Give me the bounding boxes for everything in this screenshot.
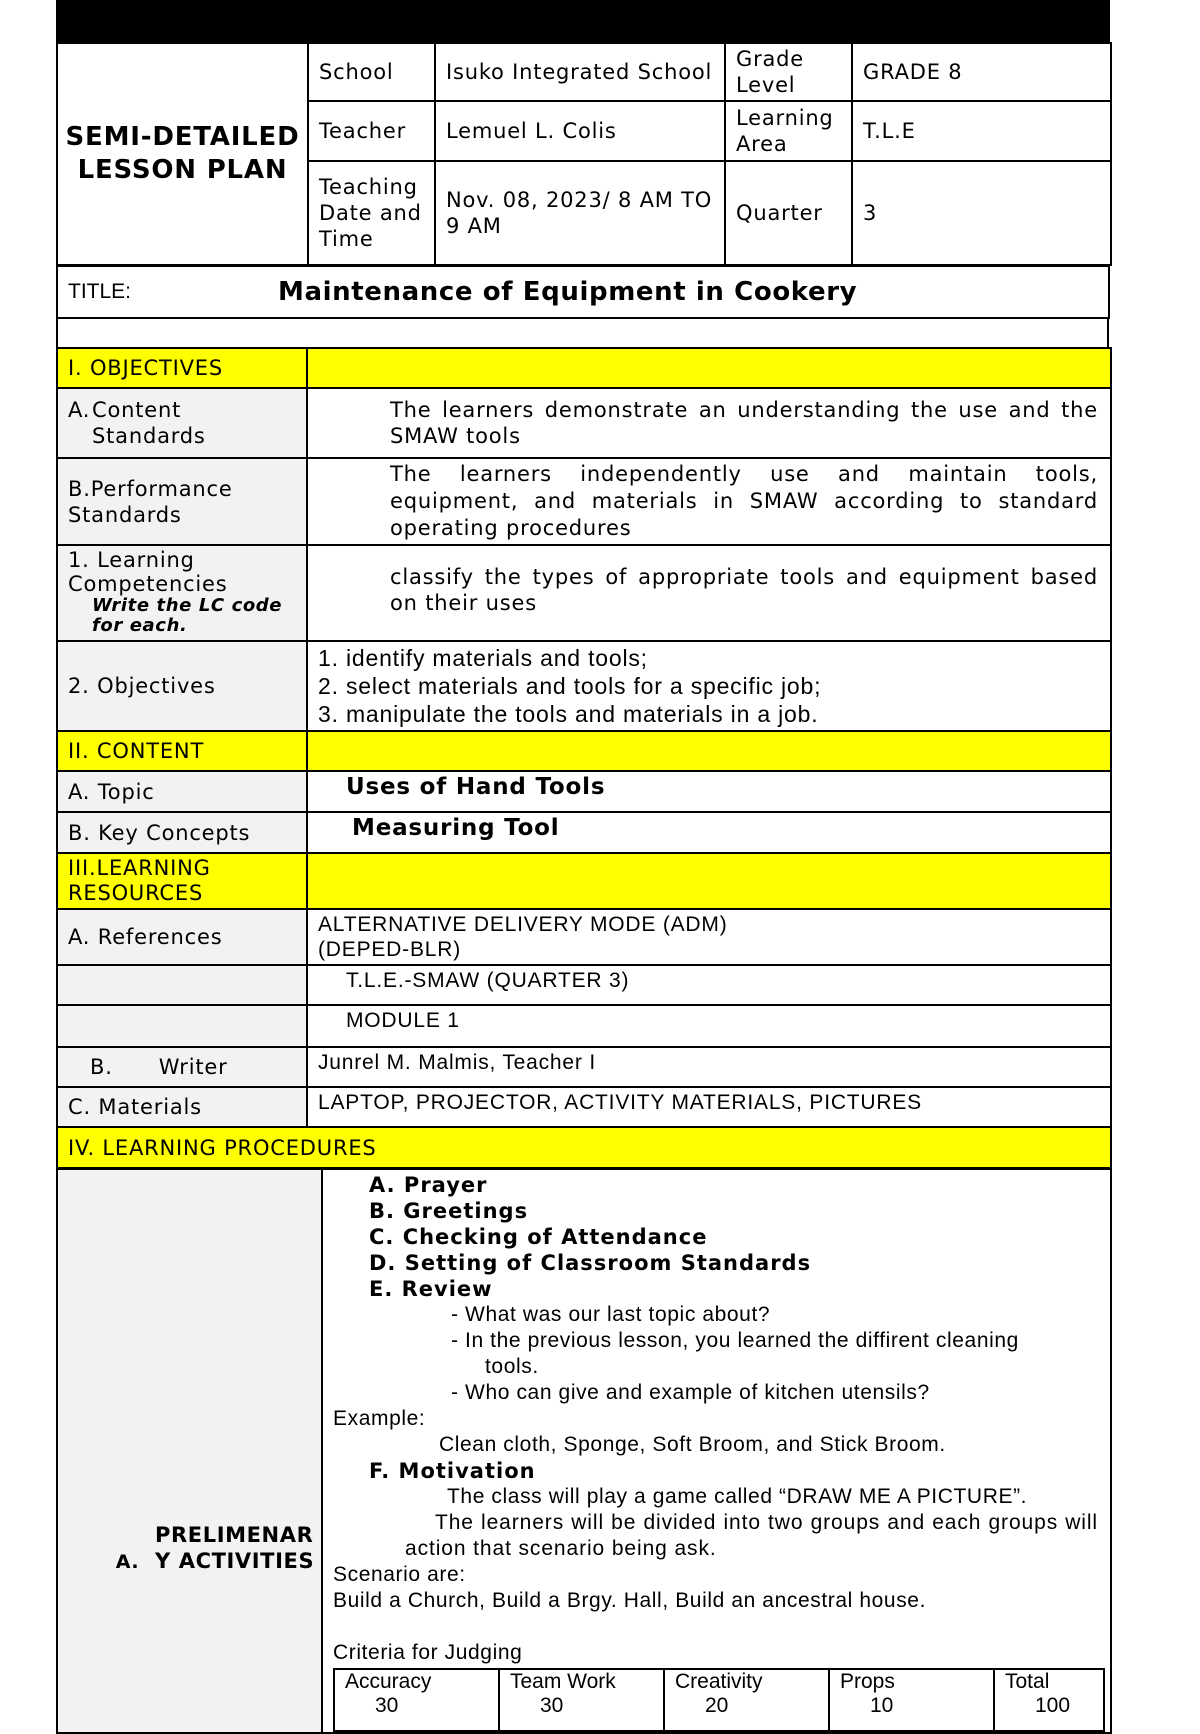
key-concepts-label: B. Key Concepts xyxy=(57,812,307,853)
step-item: A. Prayer xyxy=(369,1173,488,1197)
step-item: C. Checking of Attendance xyxy=(369,1225,708,1249)
grade-label: Grade Level xyxy=(725,43,852,101)
step-item: E. Review xyxy=(369,1277,493,1301)
scenario-label: Scenario are: xyxy=(333,1563,466,1586)
criteria-name: Creativity xyxy=(675,1670,763,1693)
references-value-2: T.L.E.-SMAW (QUARTER 3) xyxy=(307,965,1111,1005)
criteria-cell xyxy=(994,1669,1104,1731)
preliminary-activities-body xyxy=(322,1169,1111,1733)
writer-label xyxy=(57,1047,307,1087)
teacher-label: Teacher xyxy=(308,101,435,161)
objectives-heading-fill xyxy=(307,348,1111,388)
motivation-text-1: The class will play a game called “DRAW ME A PICTURE”. xyxy=(447,1485,1028,1508)
references-blank-2 xyxy=(57,1005,307,1047)
preliminary-text: PRELIMENARY ACTIVITIES xyxy=(155,1523,315,1573)
criteria-cell xyxy=(829,1669,994,1731)
main-table xyxy=(56,347,1112,1169)
criteria-cell xyxy=(664,1669,829,1731)
example-text: Clean cloth, Sponge, Soft Broom, and Stick Broom. xyxy=(439,1433,946,1456)
procedures-table xyxy=(56,1168,1112,1734)
preliminary-letter: A. xyxy=(115,1551,140,1573)
teacher-value: Lemuel L. Colis xyxy=(435,101,725,161)
area-value: T.L.E xyxy=(852,101,1111,161)
performance-standards-letter: B. xyxy=(68,476,91,501)
content-standards-label xyxy=(57,388,307,458)
date-label: Teaching Date and Time xyxy=(308,161,435,265)
resources-heading: III.LEARNING RESOURCES xyxy=(57,853,307,909)
content-heading-fill xyxy=(307,731,1111,771)
learning-competencies-value: classify the types of appropriate tools and equipment based on their uses xyxy=(307,545,1111,641)
criteria-points: 30 xyxy=(540,1694,564,1717)
scenario-text: Build a Church, Build a Brgy. Hall, Build an ancestral house. xyxy=(333,1589,927,1612)
motivation-heading: F. Motivation xyxy=(369,1459,536,1483)
writer-value: Junrel M. Malmis, Teacher I xyxy=(307,1047,1111,1087)
resources-heading-fill xyxy=(307,853,1111,909)
learning-competencies-text: Learning Competencies xyxy=(68,548,228,596)
criteria-points: 10 xyxy=(870,1694,894,1717)
objective-item: 3. manipulate the tools and materials in a job. xyxy=(318,701,819,727)
objective-item: 2. select materials and tools for a specific job; xyxy=(318,673,822,699)
example-label: Example: xyxy=(333,1407,426,1430)
references-blank-1 xyxy=(57,965,307,1005)
top-black-bar xyxy=(56,0,1110,42)
date-value: Nov. 08, 2023/ 8 AM TO 9 AM xyxy=(435,161,725,265)
criteria-cell xyxy=(499,1669,664,1731)
step-item: B. Greetings xyxy=(369,1199,529,1223)
header-table xyxy=(56,42,1112,266)
content-heading: II. CONTENT xyxy=(57,731,307,771)
references-value-3: MODULE 1 xyxy=(307,1005,1111,1047)
criteria-label: Criteria for Judging xyxy=(333,1641,523,1664)
content-standards-letter: A. xyxy=(68,398,91,422)
writer-letter: B. xyxy=(90,1055,113,1079)
materials-value: LAPTOP, PROJECTOR, ACTIVITY MATERIALS, PICTURES xyxy=(307,1087,1111,1127)
references-label: A. References xyxy=(57,909,307,965)
criteria-table xyxy=(333,1668,1105,1732)
topic-label: A. Topic xyxy=(57,771,307,812)
quarter-value: 3 xyxy=(852,161,1111,265)
procedures-heading: IV. LEARNING PROCEDURES xyxy=(57,1127,1111,1168)
title-table xyxy=(56,265,1110,319)
blank-row xyxy=(56,318,1109,350)
topic-value: Uses of Hand Tools xyxy=(307,771,1111,812)
review-question: - In the previous lesson, you learned the diffirent cleaning xyxy=(451,1329,1019,1352)
grade-value: GRADE 8 xyxy=(852,43,1111,101)
criteria-cell xyxy=(334,1669,499,1731)
criteria-points: 30 xyxy=(375,1694,399,1717)
objectives-list xyxy=(307,641,1111,731)
references-value: ALTERNATIVE DELIVERY MODE (ADM) (DEPED-BLR) xyxy=(307,909,1111,965)
preliminary-activities-label xyxy=(57,1169,322,1733)
writer-text: Writer xyxy=(158,1055,228,1079)
materials-label: C. Materials xyxy=(57,1087,307,1127)
objectives-label: 2. Objectives xyxy=(57,641,307,731)
area-label: Learning Area xyxy=(725,101,852,161)
key-concepts-value: Measuring Tool xyxy=(307,812,1111,853)
title-label: TITLE: xyxy=(57,266,278,318)
criteria-points: 100 xyxy=(1035,1694,1071,1717)
review-question: - Who can give and example of kitchen utensils? xyxy=(451,1381,930,1404)
learning-competencies-label xyxy=(57,545,307,641)
criteria-points: 20 xyxy=(705,1694,729,1717)
criteria-name: Team Work xyxy=(510,1670,616,1693)
step-item: D. Setting of Classroom Standards xyxy=(369,1251,812,1275)
performance-standards-text: Performance Standards xyxy=(68,476,233,527)
school-label: School xyxy=(308,43,435,101)
school-value: Isuko Integrated School xyxy=(435,43,725,101)
criteria-name: Props xyxy=(840,1670,895,1693)
quarter-label: Quarter xyxy=(725,161,852,265)
objectives-heading: I. OBJECTIVES xyxy=(57,348,307,388)
objective-item: 1. identify materials and tools; xyxy=(318,645,648,671)
document-title: SEMI-DETAILED LESSON PLAN xyxy=(57,43,308,265)
review-question-cont: tools. xyxy=(485,1355,539,1378)
review-question: - What was our last topic about? xyxy=(451,1303,771,1326)
learning-competencies-number: 1. xyxy=(68,548,90,572)
motivation-text-2: The learners will be divided into two groups and each groups will action that scenario being ask. xyxy=(405,1511,1098,1560)
content-standards-value: The learners demonstrate an understanding the use and the SMAW tools xyxy=(307,388,1111,458)
performance-standards-label xyxy=(57,458,307,545)
learning-competencies-note: Write the LC code for each. xyxy=(92,595,283,636)
criteria-name: Total xyxy=(1005,1670,1050,1693)
criteria-name: Accuracy xyxy=(345,1670,432,1693)
content-standards-text: Content Standards xyxy=(92,398,206,448)
performance-standards-value: The learners independently use and maintain tools, equipment, and materials in SMAW according to standard operating procedures xyxy=(307,458,1111,545)
title-value: Maintenance of Equipment in Cookery xyxy=(278,266,1109,318)
